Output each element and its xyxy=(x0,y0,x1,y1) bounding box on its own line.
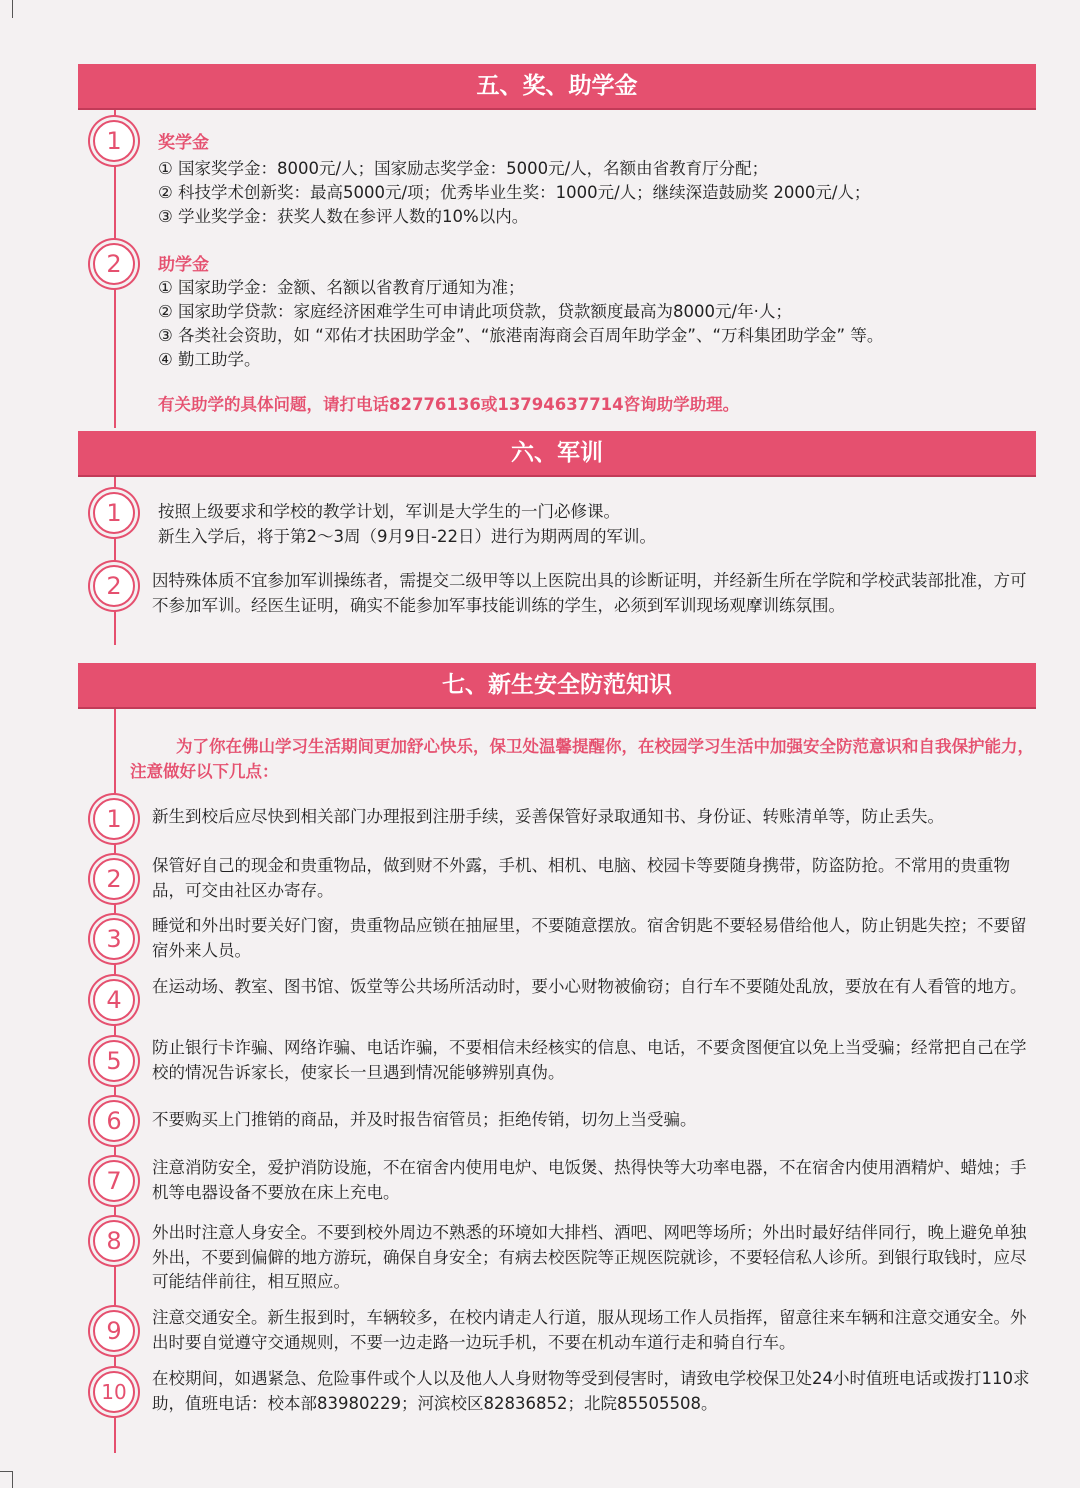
grant-line-3: ③ 各类社会资助，如 “邓佑才扶困助学金”、“旅港南海商会百周年助学金”、“万科集团助学金” 等。 xyxy=(158,326,884,345)
crop-mark-top xyxy=(0,0,13,18)
safety-item-7: 注意消防安全，爱护消防设施，不在宿舍内使用电炉、电饭煲、热得快等大功率电器，不在宿舍内使用酒精炉、蜡烛；手机等电器设备不要放在床上充电。 xyxy=(152,1158,1027,1202)
military-training-line-1: 按照上级要求和学校的教学计划，军训是大学生的一门必修课。 xyxy=(158,502,620,521)
number-1-icon: 1 xyxy=(93,120,135,162)
number-8-icon: 8 xyxy=(93,1220,135,1262)
number-4-icon: 4 xyxy=(93,979,135,1021)
safety-item-10: 在校期间，如遇紧急、危险事件或个人以及他人人身财物等受到侵害时，请致电学校保卫处24小时值班电话或拨打110求助，值班电话：校本部83980229；河滨校区82836852；北院85505508。 xyxy=(152,1369,1030,1413)
scholarship-line-3: ③ 学业奖学金：获奖人数在参评人数的10%以内。 xyxy=(158,207,529,226)
number-1-icon: 1 xyxy=(93,798,135,840)
number-10-icon: 10 xyxy=(93,1371,135,1413)
safety-item-3: 睡觉和外出时要关好门窗，贵重物品应锁在抽屉里，不要随意摆放。宿舍钥匙不要轻易借给他人，防止钥匙失控；不要留宿外来人员。 xyxy=(152,916,1027,960)
safety-item-4: 在运动场、教室、图书馆、饭堂等公共场所活动时，要小心财物被偷窃；自行车不要随处乱放，要放在有人看管的地方。 xyxy=(152,977,1027,996)
grant-heading: 助学金 xyxy=(158,255,209,275)
number-2-icon: 2 xyxy=(93,858,135,900)
safety-item-6: 不要购买上门推销的商品，并及时报告宿管员；拒绝传销，切勿上当受骗。 xyxy=(152,1110,697,1129)
scholarship-line-2: ② 科技学术创新奖：最高5000元/项；优秀毕业生奖：1000元/人；继续深造鼓励奖 2000元/人； xyxy=(158,183,871,202)
safety-item-5: 防止银行卡诈骗、网络诈骗、电话诈骗，不要相信未经核实的信息、电话，不要贪图便宜以免上当受骗；经常把自己在学校的情况告诉家长，使家长一旦遇到情况能够辨别真伪。 xyxy=(152,1038,1027,1082)
number-7-icon: 7 xyxy=(93,1160,135,1202)
number-1-icon: 1 xyxy=(93,492,135,534)
safety-intro: 为了你在佛山学习生活期间更加舒心快乐，保卫处温馨提醒你，在校园学习生活中加强安全防范意识和自我保护能力，注意做好以下几点： xyxy=(130,737,1034,781)
safety-item-2: 保管好自己的现金和贵重物品，做到财不外露，手机、相机、电脑、校园卡等要随身携带，防盗防抢。不常用的贵重物品，可交由社区办寄存。 xyxy=(152,856,1010,900)
number-6-icon: 6 xyxy=(93,1100,135,1142)
grant-line-2: ② 国家助学贷款：家庭经济困难学生可申请此项贷款，贷款额度最高为8000元/年·人； xyxy=(158,302,792,321)
section-7-header: 七、新生安全防范知识 xyxy=(78,663,1036,707)
crop-mark-bottom xyxy=(0,1471,13,1488)
scholarship-line-1: ① 国家奖学金：8000元/人；国家励志奖学金：5000元/人，名额由省教育厅分配； xyxy=(158,159,769,178)
safety-item-8: 外出时注意人身安全。不要到校外周边不熟悉的环境如大排档、酒吧、网吧等场所；外出时最好结伴同行，晚上避免单独外出，不要到偏僻的地方游玩，确保自身安全；有病去校医院等正规医院就诊，不要轻信私人诊所。到银行取钱时，应尽可能结伴前往，相互照应。 xyxy=(152,1223,1027,1291)
scholarship-heading: 奖学金 xyxy=(158,133,209,153)
number-3-icon: 3 xyxy=(93,918,135,960)
section-5-header: 五、奖、助学金 xyxy=(78,64,1036,108)
number-2-icon: 2 xyxy=(93,243,135,285)
grant-line-4: ④ 勤工助学。 xyxy=(158,350,261,369)
safety-item-9: 注意交通安全。新生报到时，车辆较多，在校内请走人行道，服从现场工作人员指挥，留意往来车辆和注意交通安全。外出时要自觉遵守交通规则，不要一边走路一边玩手机，不要在机动车道行走和骑自行车。 xyxy=(152,1308,1027,1352)
number-5-icon: 5 xyxy=(93,1040,135,1082)
military-training-line-2: 新生入学后，将于第2～3周（9月9日-22日）进行为期两周的军训。 xyxy=(158,527,656,546)
section-6-header: 六、军训 xyxy=(78,431,1036,475)
grant-contact-note: 有关助学的具体问题，请打电话82776136或13794637714咨询助学助理。 xyxy=(158,395,740,414)
military-training-exemption: 因特殊体质不宜参加军训操练者，需提交二级甲等以上医院出具的诊断证明，并经新生所在学院和学校武装部批准，方可不参加军训。经医生证明，确实不能参加军事技能训练的学生，必须到军训现场观摩训练氛围。 xyxy=(152,571,1027,615)
number-2-icon: 2 xyxy=(93,565,135,607)
number-9-icon: 9 xyxy=(93,1310,135,1352)
grant-line-1: ① 国家助学金：金额、名额以省教育厅通知为准； xyxy=(158,278,525,297)
safety-item-1: 新生到校后应尽快到相关部门办理报到注册手续，妥善保管好录取通知书、身份证、转账清单等，防止丢失。 xyxy=(152,807,944,826)
